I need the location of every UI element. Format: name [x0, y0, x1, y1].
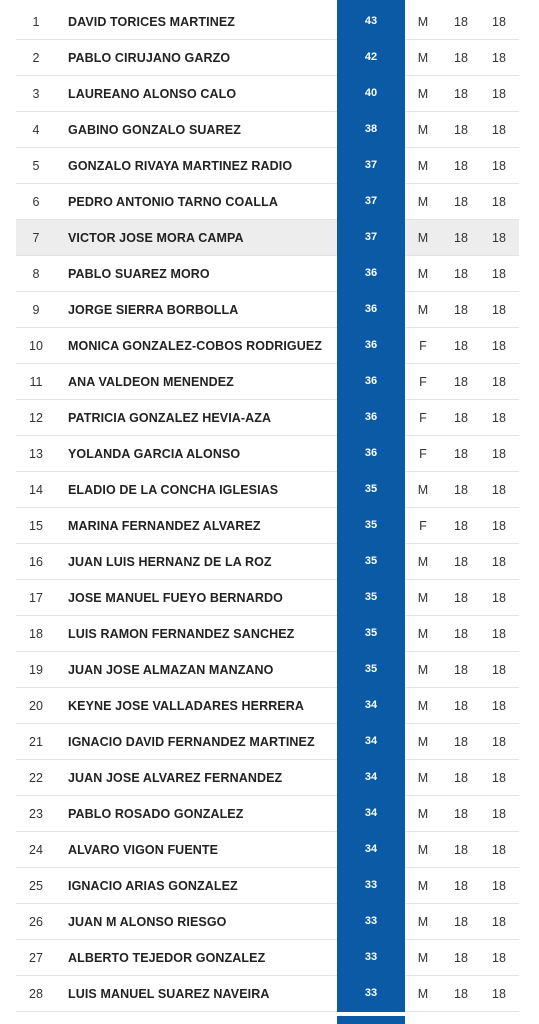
value-cell-1: 18: [454, 843, 468, 857]
sex-cell: F: [419, 447, 427, 461]
rank-cell: 14: [29, 483, 43, 497]
sex-cell: M: [417, 123, 429, 137]
value-cell-2: 18: [492, 735, 506, 749]
table-row[interactable]: [16, 868, 519, 904]
name-cell[interactable]: LUIS RAMON FERNANDEZ SANCHEZ: [68, 627, 295, 641]
score-column-bottom: [337, 1016, 405, 1024]
score-cell: 36: [337, 435, 405, 472]
value-cell-1: 18: [454, 267, 468, 281]
sex-cell: M: [417, 15, 429, 29]
name-cell[interactable]: LAUREANO ALONSO CALO: [68, 87, 237, 101]
name-cell[interactable]: PABLO SUAREZ MORO: [68, 267, 210, 281]
score-cell: 40: [337, 75, 405, 112]
value-cell-1: 18: [454, 411, 468, 425]
rank-cell: 21: [29, 735, 43, 749]
value-cell-2: 18: [492, 807, 506, 821]
score-cell: 34: [337, 795, 405, 832]
sex-cell: M: [417, 663, 429, 677]
rank-cell: 4: [32, 123, 40, 137]
value-cell-2: 18: [492, 159, 506, 173]
score-cell: 36: [337, 399, 405, 436]
name-cell[interactable]: JOSE MANUEL FUEYO BERNARDO: [68, 591, 283, 605]
rank-cell: 5: [32, 159, 40, 173]
value-cell-2: 18: [492, 663, 506, 677]
name-cell[interactable]: KEYNE JOSE VALLADARES HERRERA: [68, 699, 305, 713]
score-cell: 34: [337, 831, 405, 868]
sex-cell: M: [417, 627, 429, 641]
score-cell: 43: [337, 3, 405, 40]
score-cell: 36: [337, 363, 405, 400]
rank-cell: 17: [29, 591, 43, 605]
score-cell: 33: [337, 867, 405, 904]
score-cell: 37: [337, 147, 405, 184]
rank-cell: 7: [32, 231, 40, 245]
value-cell-1: 18: [454, 987, 468, 1001]
name-cell[interactable]: ELADIO DE LA CONCHA IGLESIAS: [68, 483, 279, 497]
rank-cell: 20: [29, 699, 43, 713]
table-row[interactable]: [16, 688, 519, 724]
rank-cell: 25: [29, 879, 43, 893]
table-row[interactable]: [16, 544, 519, 580]
name-cell[interactable]: JUAN M ALONSO RIESGO: [68, 915, 227, 929]
value-cell-2: 18: [492, 231, 506, 245]
sex-cell: M: [417, 987, 429, 1001]
sex-cell: M: [417, 699, 429, 713]
value-cell-2: 18: [492, 15, 506, 29]
rank-cell: 13: [29, 447, 43, 461]
value-cell-1: 18: [454, 195, 468, 209]
value-cell-2: 18: [492, 339, 506, 353]
rank-cell: 24: [29, 843, 43, 857]
value-cell-2: 18: [492, 915, 506, 929]
rank-cell: 28: [29, 987, 43, 1001]
table-row[interactable]: [16, 76, 519, 112]
value-cell-1: 18: [454, 51, 468, 65]
value-cell-2: 18: [492, 879, 506, 893]
sex-cell: F: [419, 411, 427, 425]
value-cell-1: 18: [454, 591, 468, 605]
table-row[interactable]: [16, 760, 519, 796]
value-cell-1: 18: [454, 879, 468, 893]
name-cell[interactable]: ALBERTO TEJEDOR GONZALEZ: [68, 951, 266, 965]
name-cell[interactable]: YOLANDA GARCIA ALONSO: [68, 447, 241, 461]
table-row[interactable]: [16, 328, 519, 364]
table-row[interactable]: [16, 724, 519, 760]
table-row[interactable]: [16, 364, 519, 400]
score-cell: 34: [337, 723, 405, 760]
value-cell-1: 18: [454, 915, 468, 929]
name-cell[interactable]: JUAN JOSE ALVAREZ FERNANDEZ: [68, 771, 283, 785]
value-cell-1: 18: [454, 771, 468, 785]
sex-cell: F: [419, 339, 427, 353]
name-cell[interactable]: PABLO CIRUJANO GARZO: [68, 51, 231, 65]
sex-cell: M: [417, 87, 429, 101]
rank-cell: 22: [29, 771, 43, 785]
value-cell-2: 18: [492, 555, 506, 569]
table-row[interactable]: [16, 112, 519, 148]
value-cell-2: 18: [492, 87, 506, 101]
rank-cell: 8: [32, 267, 40, 281]
table-row[interactable]: [16, 940, 519, 976]
name-cell[interactable]: JUAN LUIS HERNANZ DE LA ROZ: [68, 555, 272, 569]
value-cell-1: 18: [454, 555, 468, 569]
sex-cell: M: [417, 195, 429, 209]
rank-cell: 16: [29, 555, 43, 569]
sex-cell: M: [417, 771, 429, 785]
sex-cell: M: [417, 51, 429, 65]
sex-cell: M: [417, 555, 429, 569]
value-cell-2: 18: [492, 699, 506, 713]
value-cell-1: 18: [454, 483, 468, 497]
sex-cell: M: [417, 591, 429, 605]
sex-cell: M: [417, 879, 429, 893]
value-cell-2: 18: [492, 987, 506, 1001]
table-row[interactable]: [16, 652, 519, 688]
score-cell: 33: [337, 975, 405, 1012]
rank-cell: 18: [29, 627, 43, 641]
value-cell-2: 18: [492, 375, 506, 389]
value-cell-2: 18: [492, 519, 506, 533]
table-row[interactable]: [16, 40, 519, 76]
score-cell: 36: [337, 291, 405, 328]
table-row[interactable]: [16, 400, 519, 436]
score-cell: 36: [337, 255, 405, 292]
rank-cell: 2: [32, 51, 40, 65]
rank-cell: 12: [29, 411, 43, 425]
value-cell-2: 18: [492, 951, 506, 965]
value-cell-1: 18: [454, 231, 468, 245]
value-cell-2: 18: [492, 411, 506, 425]
table-row[interactable]: [16, 436, 519, 472]
score-cell: 35: [337, 471, 405, 508]
rank-cell: 6: [32, 195, 40, 209]
name-cell[interactable]: ANA VALDEON MENENDEZ: [68, 375, 234, 389]
table-row[interactable]: [16, 508, 519, 544]
table-row[interactable]: [16, 616, 519, 652]
rank-cell: 3: [32, 87, 40, 101]
rank-cell: 26: [29, 915, 43, 929]
value-cell-1: 18: [454, 735, 468, 749]
table-row[interactable]: [16, 472, 519, 508]
value-cell-2: 18: [492, 591, 506, 605]
value-cell-2: 18: [492, 843, 506, 857]
value-cell-1: 18: [454, 375, 468, 389]
score-cell: 37: [337, 183, 405, 220]
value-cell-2: 18: [492, 771, 506, 785]
value-cell-1: 18: [454, 951, 468, 965]
table-row[interactable]: [16, 832, 519, 868]
sex-cell: M: [417, 951, 429, 965]
score-cell: 37: [337, 219, 405, 256]
table-row[interactable]: [16, 4, 519, 40]
value-cell-2: 18: [492, 123, 506, 137]
value-cell-1: 18: [454, 663, 468, 677]
value-cell-1: 18: [454, 159, 468, 173]
score-cell: 36: [337, 327, 405, 364]
name-cell[interactable]: GONZALO RIVAYA MARTINEZ RADIO: [68, 159, 293, 173]
sex-cell: M: [417, 807, 429, 821]
sex-cell: M: [417, 267, 429, 281]
name-cell[interactable]: JUAN JOSE ALMAZAN MANZANO: [68, 663, 274, 677]
rank-cell: 19: [29, 663, 43, 677]
sex-cell: M: [417, 483, 429, 497]
value-cell-1: 18: [454, 15, 468, 29]
value-cell-2: 18: [492, 447, 506, 461]
table-row[interactable]: [16, 580, 519, 616]
name-cell[interactable]: MARINA FERNANDEZ ALVAREZ: [68, 519, 261, 533]
rank-cell: 11: [29, 375, 43, 389]
score-cell: 35: [337, 543, 405, 580]
value-cell-2: 18: [492, 195, 506, 209]
name-cell[interactable]: LUIS MANUEL SUAREZ NAVEIRA: [68, 987, 270, 1001]
sex-cell: M: [417, 159, 429, 173]
rank-cell: 15: [29, 519, 43, 533]
value-cell-1: 18: [454, 303, 468, 317]
value-cell-1: 18: [454, 87, 468, 101]
rank-cell: 27: [29, 951, 43, 965]
score-cell: 35: [337, 615, 405, 652]
name-cell[interactable]: GABINO GONZALO SUAREZ: [68, 123, 241, 137]
name-cell[interactable]: JORGE SIERRA BORBOLLA: [68, 303, 239, 317]
table-row[interactable]: [16, 256, 519, 292]
value-cell-2: 18: [492, 267, 506, 281]
rank-cell: 1: [32, 15, 40, 29]
name-cell[interactable]: ALVARO VIGON FUENTE: [68, 843, 219, 857]
name-cell[interactable]: VICTOR JOSE MORA CAMPA: [68, 231, 244, 245]
rank-cell: 23: [29, 807, 43, 821]
name-cell[interactable]: PEDRO ANTONIO TARNO COALLA: [68, 195, 279, 209]
value-cell-1: 18: [454, 699, 468, 713]
name-cell[interactable]: DAVID TORICES MARTINEZ: [68, 15, 236, 29]
value-cell-2: 18: [492, 51, 506, 65]
name-cell[interactable]: PATRICIA GONZALEZ HEVIA-AZA: [68, 411, 272, 425]
score-cell: 34: [337, 759, 405, 796]
name-cell[interactable]: PABLO ROSADO GONZALEZ: [68, 807, 244, 821]
score-cell: 38: [337, 111, 405, 148]
name-cell[interactable]: IGNACIO ARIAS GONZALEZ: [68, 879, 238, 893]
value-cell-1: 18: [454, 447, 468, 461]
score-cell: 35: [337, 579, 405, 616]
sex-cell: M: [417, 915, 429, 929]
score-cell: 33: [337, 939, 405, 976]
sex-cell: M: [417, 843, 429, 857]
table-row[interactable]: [16, 220, 519, 256]
score-cell: 35: [337, 651, 405, 688]
sex-cell: M: [417, 735, 429, 749]
score-cell: 42: [337, 39, 405, 76]
value-cell-1: 18: [454, 123, 468, 137]
sex-cell: F: [419, 375, 427, 389]
name-cell[interactable]: MONICA GONZALEZ-COBOS RODRIGUEZ: [68, 339, 323, 353]
value-cell-1: 18: [454, 339, 468, 353]
value-cell-1: 18: [454, 519, 468, 533]
table-row[interactable]: [16, 184, 519, 220]
rank-cell: 9: [32, 303, 40, 317]
sex-cell: F: [419, 519, 427, 533]
sex-cell: M: [417, 303, 429, 317]
score-cell: 33: [337, 903, 405, 940]
sex-cell: M: [417, 231, 429, 245]
value-cell-1: 18: [454, 627, 468, 641]
score-cell: 34: [337, 687, 405, 724]
table-row[interactable]: [16, 904, 519, 940]
score-cell: 35: [337, 507, 405, 544]
value-cell-2: 18: [492, 303, 506, 317]
table-row[interactable]: [16, 976, 519, 1012]
name-cell[interactable]: IGNACIO DAVID FERNANDEZ MARTINEZ: [68, 735, 315, 749]
value-cell-2: 18: [492, 483, 506, 497]
value-cell-2: 18: [492, 627, 506, 641]
table-row[interactable]: [16, 796, 519, 832]
table-row[interactable]: [16, 148, 519, 184]
rank-cell: 10: [29, 339, 43, 353]
results-table: [16, 4, 519, 1012]
value-cell-1: 18: [454, 807, 468, 821]
table-row[interactable]: [16, 292, 519, 328]
